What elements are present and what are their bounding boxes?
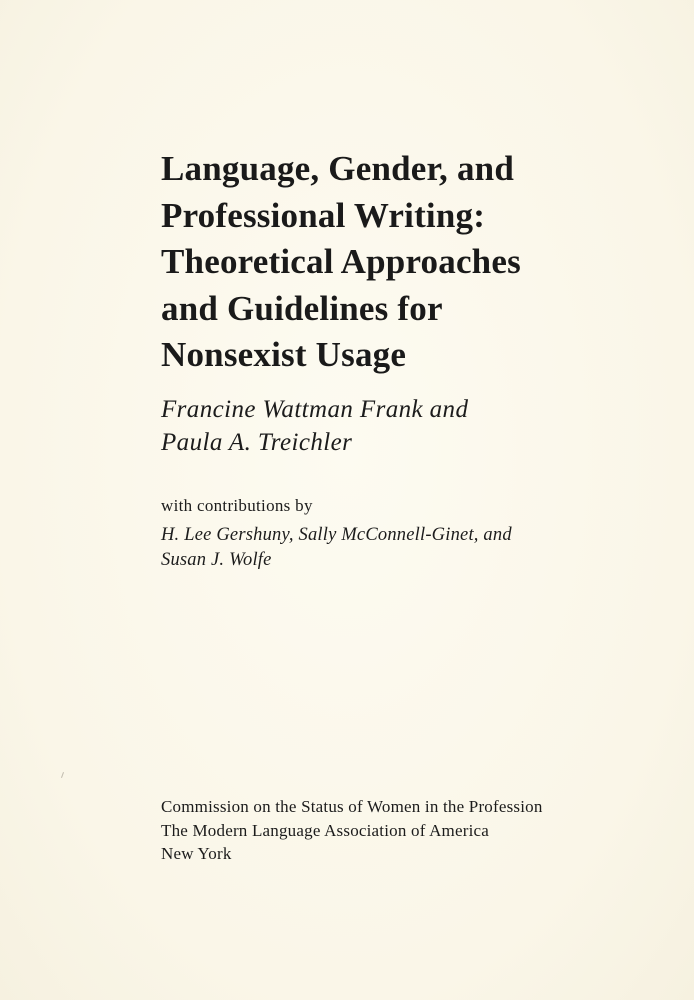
title-line: and Guidelines for — [161, 288, 443, 328]
publisher-line: The Modern Language Association of America — [161, 820, 489, 840]
authors — [161, 393, 661, 459]
author-line: Francine Wattman Frank and — [161, 396, 469, 423]
author-line: Paula A. Treichler — [161, 429, 353, 456]
book-title — [161, 146, 661, 379]
title-line: Theoretical Approaches — [161, 242, 521, 281]
paper-speck — [61, 772, 64, 778]
contributions-intro: with contributions by — [161, 496, 313, 515]
publisher-imprint — [161, 795, 661, 866]
title-line: Nonsexist Usage — [161, 335, 407, 374]
contributor-line: H. Lee Gershuny, Sally McConnell-Ginet, and — [161, 525, 512, 545]
contributor-line: Susan J. Wolfe — [161, 550, 272, 570]
publisher-line: Commission on the Status of Women in the Profession — [161, 797, 543, 816]
publisher-line: New York — [161, 844, 232, 863]
title-line: Language, Gender, and — [161, 149, 514, 188]
contributors — [161, 523, 661, 573]
title-line: Professional Writing: — [161, 195, 486, 235]
